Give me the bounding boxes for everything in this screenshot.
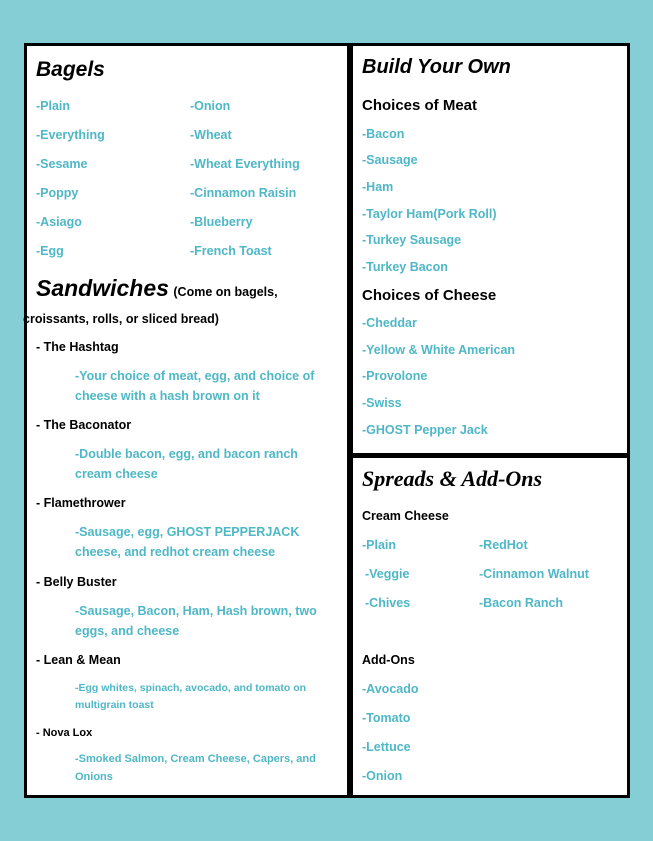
left-panel <box>24 43 350 798</box>
sandwich-desc: -Double bacon, egg, and bacon ranch cream cheese <box>75 447 298 481</box>
addon-item: -Tomato <box>362 711 411 725</box>
meat-item: -Bacon <box>362 127 405 141</box>
cream-cheese-item: -Bacon Ranch <box>479 596 564 610</box>
bagel-item: -Wheat Everything <box>190 157 300 171</box>
bagels-title: Bagels <box>36 58 105 81</box>
sandwiches-heading <box>36 275 278 302</box>
sandwich-desc: -Egg whites, spinach, avocado, and tomato on multigrain toast <box>75 682 307 711</box>
cream-cheese-item: -RedHot <box>479 538 528 552</box>
bagel-item: -Cinnamon Raisin <box>190 186 297 200</box>
cream-cheese-item: -Cinnamon Walnut <box>479 567 589 581</box>
cream-cheese-item: -Chives <box>365 596 411 610</box>
meat-item: -Ham <box>362 180 394 194</box>
bagel-item: -Blueberry <box>190 215 253 229</box>
build-title: Build Your Own <box>362 56 511 78</box>
cream-cheese-item: -Veggie <box>365 567 410 581</box>
bagel-item: -Sesame <box>36 157 88 171</box>
bagel-item: -Asiago <box>36 215 82 229</box>
bagel-item: -Everything <box>36 128 105 142</box>
cheese-item: -GHOST Pepper Jack <box>362 423 488 437</box>
meat-item: -Sausage <box>362 153 418 167</box>
sandwich-desc: -Sausage, egg, GHOST PEPPERJACK cheese, and redhot cream cheese <box>75 525 300 559</box>
sandwich-name: - Belly Buster <box>36 575 117 589</box>
build-your-own-panel <box>350 43 630 456</box>
cream-cheese-heading: Cream Cheese <box>362 509 449 523</box>
sandwich-name: - Flamethrower <box>36 496 126 510</box>
bagel-item: -Egg <box>36 244 64 258</box>
bagel-item: -Poppy <box>36 186 79 200</box>
cheese-item: -Yellow & White American <box>362 343 516 357</box>
meat-item: -Taylor Ham(Pork Roll) <box>362 207 497 221</box>
bagel-item: -Wheat <box>190 128 232 142</box>
sandwich-desc: -Your choice of meat, egg, and choice of cheese with a hash brown on it <box>75 369 315 403</box>
cream-cheese-item: -Plain <box>362 538 397 552</box>
sandwich-name: - Nova Lox <box>36 727 93 739</box>
addons-heading: Add-Ons <box>362 653 415 667</box>
cheese-item: -Swiss <box>362 396 402 410</box>
sandwich-name: - The Baconator <box>36 418 132 432</box>
sandwiches-note: (Come on bagels, <box>173 285 278 299</box>
meat-item: -Turkey Sausage <box>362 233 462 247</box>
bagel-item: -Onion <box>190 99 231 113</box>
sandwich-name: - Lean & Mean <box>36 653 121 667</box>
addon-item: -Avocado <box>362 682 419 696</box>
cheese-item: -Cheddar <box>362 316 417 330</box>
sandwich-desc: -Sausage, Bacon, Ham, Hash brown, two eggs, and cheese <box>75 604 317 638</box>
sandwich-name: - The Hashtag <box>36 340 119 354</box>
spreads-panel <box>350 455 630 798</box>
meat-item: -Turkey Bacon <box>362 260 448 274</box>
addon-item: -Onion <box>362 769 403 783</box>
meat-heading: Choices of Meat <box>362 97 478 114</box>
spreads-title: Spreads & Add-Ons <box>362 466 543 491</box>
bagel-item: -French Toast <box>190 244 272 258</box>
cheese-heading: Choices of Cheese <box>362 287 497 304</box>
addon-item: -Lettuce <box>362 740 411 754</box>
sandwiches-title: Sandwiches <box>36 275 169 301</box>
sandwiches-note-line2: croissants, rolls, or sliced bread) <box>23 312 219 326</box>
cheese-item: -Provolone <box>362 369 428 383</box>
bagel-item: -Plain <box>36 99 71 113</box>
sandwich-desc: -Smoked Salmon, Cream Cheese, Capers, and Onions <box>75 753 316 783</box>
